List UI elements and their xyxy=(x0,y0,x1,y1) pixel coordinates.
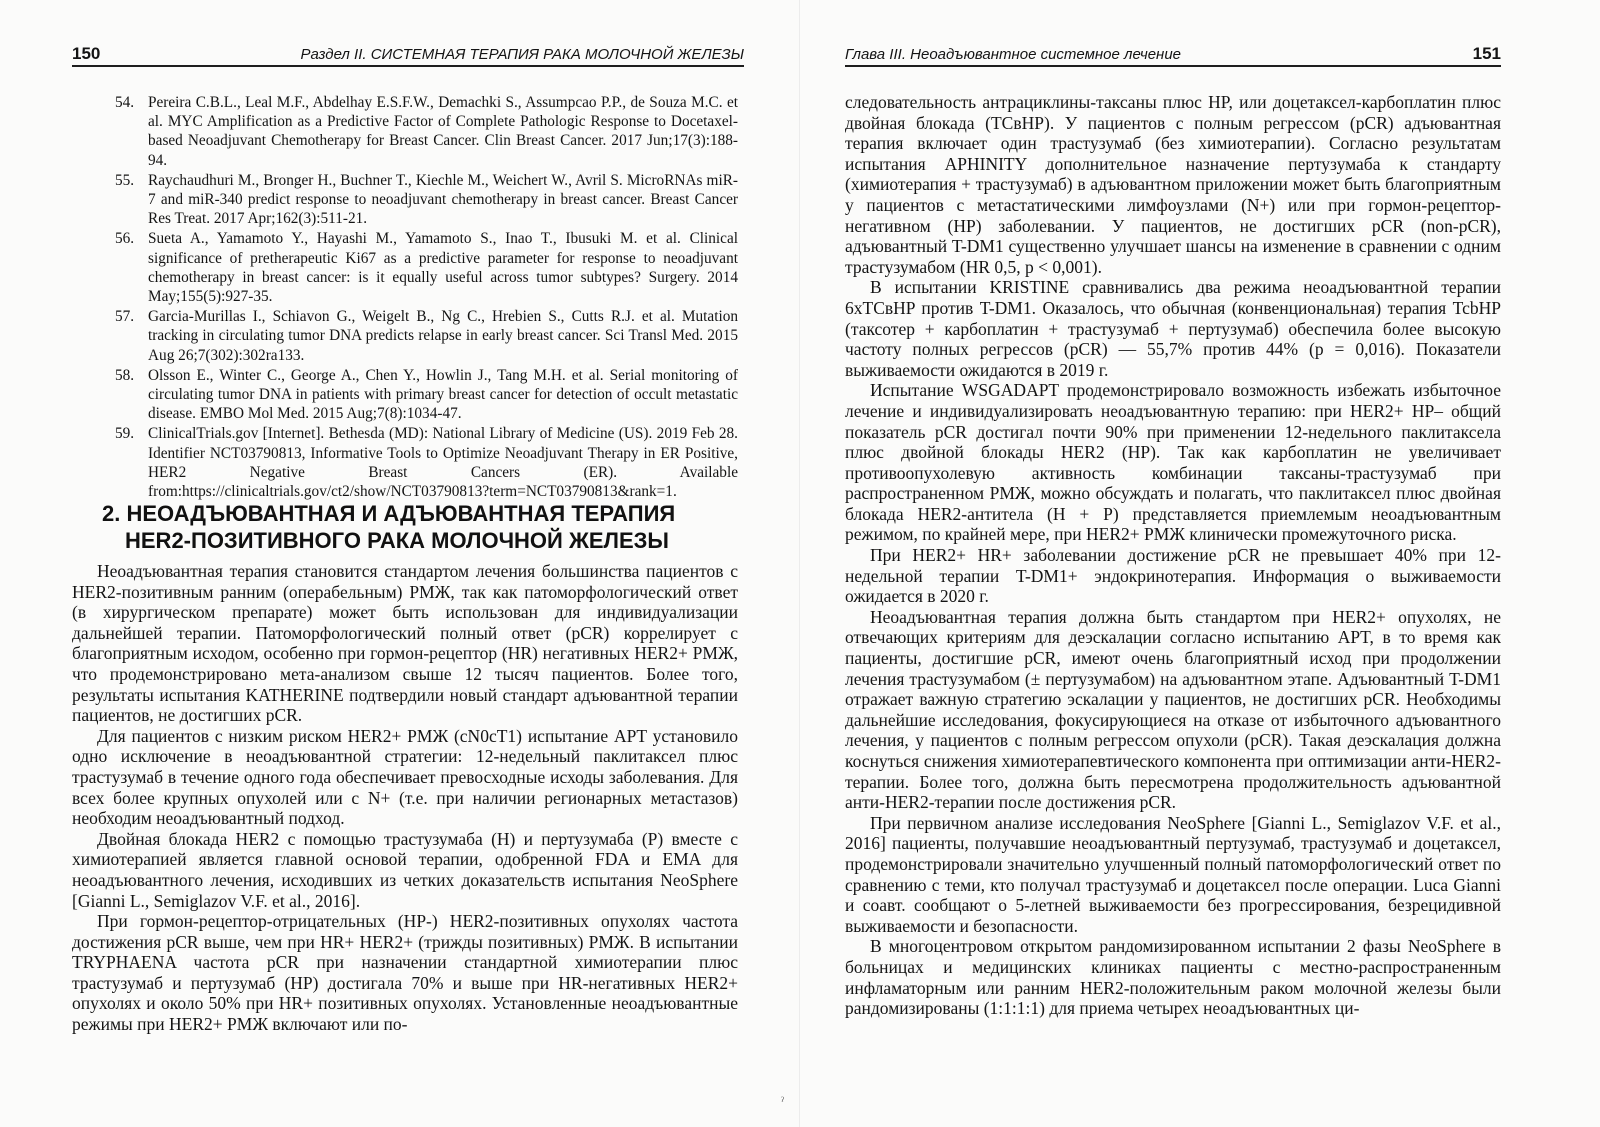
reference-number: 56. xyxy=(115,230,135,248)
page-number: 151 xyxy=(1472,44,1501,63)
reference-item xyxy=(115,424,738,501)
paragraph: Неоадъювантная терапия должна быть стандартом при HER2+ опухолях, не отвечающих критериям для деэскалации согласно испытанию APT, в то время как пациенты, достигшие pCR, имеют очень благоприятный исход при продолжении лечения трастузумабом (± пертузумабом) на адъювантном этапе. Адъювантный T-DM1 отражает важную стратегию эскалации у пациентов, не достигших pCR. Необходимы дальнейшие исследования, фокусирующиеся на отказе от избыточного адъювантного лечения, у пациентов с полным регрессом опухоли (pCR). Такая деэскалация должна коснуться снижения химиотерапевтического компонента при оптимизации анти-HER2-терапии. Более того, должна быть пересмотрена продолжительность адъювантной анти-HER2-терапии после достижения pCR. xyxy=(845,606,1501,813)
reference-number: 54. xyxy=(115,94,135,111)
reference-text: ClinicalTrials.gov [Internet]. Bethesda (MD): National Library of Medicine (US). 2019 Feb 28. Identifier NCT03790813, Informative Tools to Optimize Neoadjuvant Therapy in ER Positive, HER2 Negative Breast Cancers (ER). Available from:https://clinicaltrials.gov/ct2/show/NCT03790813?term=NCT03790813&rank=1. xyxy=(148,425,738,501)
reference-text: Pereira C.B.L., Leal M.F., Abdelhay E.S.F.W., Demachki S., Assumpcao P.P., de Souza M.C. et al. MYC Amplification as a Predictive Factor of Complete Pathologic Response to Docetaxel-based Neoadjuvant Chemotherapy for Breast Cancer. Clin Breast Cancer. 2017 Jun;17(3):188-94. xyxy=(148,94,738,169)
paragraph: следовательность антрациклины-таксаны плюс HP, или доцетаксел-карбоплатин плюс двойная блокада (TCвHP). У пациентов с полным регрессом (pCR) адъювантная терапия включает один трастузумаб (без химиотерапии). Согласно результатам испытания APHINITY дополнительное назначение пертузумаба к стандарту (химиотерапия + трастузумаб) в адъювантном приложении может быть благоприятным у пациентов с метастатическими лимфоузлами (N+) или при гормон-рецептор-негативном (HP) заболевании. У пациентов, не достигших pCR (non-pCR), адъювантный T-DM1 существенно улучшает шансы на изменение в сравнении с одним трастузумабом (HR 0,5, p < 0,001). xyxy=(845,92,1501,277)
paragraph: Двойная блокада HER2 с помощью трастузумаба (H) и пертузумаба (P) вместе с химиотерапией является главной основой терапии, одобренной FDA и EMA для неоадъювантного лечения, исходивших из четких доказательств испытания NeoSphere [Gianni L., Semiglazov V.F. et al., 2016]. xyxy=(72,828,738,911)
reference-item xyxy=(115,366,738,424)
reference-item xyxy=(115,229,738,306)
reference-text: Garcia-Murillas I., Schiavon G., Weigelt B., Ng C., Hrebien S., Cutts R.J. et al. Mutation tracking in circulating tumor DNA predicts relapse in early breast cancer. Sci Transl Med. 2015 Aug 26;7(302):302ra133. xyxy=(148,308,738,364)
reference-text: Sueta A., Yamamoto Y., Hayashi M., Yamamoto S., Inao T., Ibusuki M. et al. Clinical significance of pretherapeutic Ki67 as a predictive parameter for response to neoadjuvant chemotherapy in breast cancer: is it equally useful across tumor subtypes? Surgery. 2014 May;155(5):927-35. xyxy=(148,230,738,306)
paragraph: При HER2+ HR+ заболевании достижение pCR не превышает 40% при 12-недельной терапии T-DM1+ эндокринотерапия. Информация о выживаемости ожидается в 2020 г. xyxy=(845,545,1501,607)
paragraph: Неоадъювантная терапия становится стандартом лечения большинства пациентов с HER2-позитивным ранним (операбельным) РМЖ, так как патоморфологический ответ (в хирургическом препарате) может быть использован для индивидуализации дальнейшей терапии. Патоморфологический полный ответ (pCR) коррелирует с благоприятным исходом, особенно при гормон-рецептор (HR) негативных HER2+ РМЖ, что продемонстрировано мета-анализом свыше 12 тысяч пациентов. Более того, результаты испытания KATHERINE подтвердили новый стандарт адъювантной терапии пациентов, не достигших pCR. xyxy=(72,561,738,726)
running-title: Раздел II. СИСТЕМНАЯ ТЕРАПИЯ РАКА МОЛОЧНОЙ ЖЕЛЕЗЫ xyxy=(300,46,744,63)
reference-item xyxy=(115,307,738,365)
reference-number: 59. xyxy=(115,425,135,443)
paragraph: В испытании KRISTINE сравнивались два режима неоадъювантной терапии 6хTCвHP против T-DM1. Оказалось, что обычная (конвенциональная) терапия TcbHP (таксотер + карбоплатин + трастузумаб + пертузумаб) обеспечила более высокую частоту полных регрессов (pCR) — 55,7% против 44% (p = 0,016). Показатели выживаемости ожидаются в 2019 г. xyxy=(845,277,1501,380)
paragraph: В многоцентровом открытом рандомизированном испытании 2 фазы NeoSphere в больницах и медицинских клиниках пациенты с местно-распространенным инфламаторным или ранним HER2-положительным раком молочной железы были рандомизированы (1:1:1:1) для приема четырех неоадъювантных ци- xyxy=(845,936,1501,1019)
page-number: 150 xyxy=(72,44,101,63)
left-page-header xyxy=(72,44,744,64)
reference-text: Olsson E., Winter C., George A., Chen Y., Howlin J., Tang M.H. et al. Serial monitoring of circulating tumor DNA in patients with primary breast cancer for detection of occult metastatic disease. EMBO Mol Med. 2015 Aug;7(8):1034-47. xyxy=(148,366,738,423)
reference-number: 58. xyxy=(115,366,135,384)
reference-number: 55. xyxy=(115,171,135,189)
reference-item xyxy=(115,93,738,170)
right-body-text xyxy=(845,92,1501,1019)
section-heading-line1: 2. НЕОАДЪЮВАНТНАЯ И АДЪЮВАНТНАЯ ТЕРАПИЯ xyxy=(102,501,676,526)
paragraph: Испытание WSGADAPT продемонстрировало возможность избежать избыточное лечение и индивидуализировать неоадъювантную терапию: при HER2+ HP– общий показатель pCR достигал почти 90% при применении 12-недельного паклитаксела плюс двойной блокады HER2 (HP). Так как карбоплатин не увеличивает противоопухолевую активность комбинации таксаны-трастузумаб при распространенном РМЖ, можно обсуждать и полагать, что паклитаксел плюс двойная блокада HER2-антитела (H + P) представляется приемлемым неоадъювантным режимом, по крайней мере, при HER2+ РМЖ клинически промежуточного риска. xyxy=(845,380,1501,545)
header-rule xyxy=(72,65,744,67)
right-page xyxy=(800,0,1600,1127)
paragraph: Для пациентов с низким риском HER2+ РМЖ (cN0cT1) испытание APT установило одно исключение в неоадъювантной стратегии: 12-недельный паклитаксел плюс трастузумаб в течение одного года обеспечивает превосходные исходы заболевания. Для всех более крупных опухолей или с N+ (т.е. при наличии регионарных метастазов) необходим неоадъювантный подход. xyxy=(72,725,738,829)
section-heading-line2: HER2-ПОЗИТИВНОГО РАКА МОЛОЧНОЙ ЖЕЛЕЗЫ xyxy=(125,528,669,553)
header-rule xyxy=(845,65,1501,67)
paragraph: При гормон-рецептор-отрицательных (HP-) HER2-позитивных опухолях частота достижения pCR выше, чем при HR+ HER2+ (трижды позитивных) РМЖ. В испытании TRYPHAENA частота pCR при назначении стандартной химиотерапии плюс трастузумаб и пертузумаб (HP) достигала 70% и выше при HR-негативных HER2+ опухолях и около 50% при HR+ позитивных опухолях. Установленные неоадъювантные режимы при HER2+ РМЖ включают или по- xyxy=(72,911,738,1035)
running-title: Глава III. Неоадъювантное системное лечение xyxy=(845,46,1181,63)
paragraph: При первичном анализе исследования NeoSphere [Gianni L., Semiglazov V.F. et al., 2016] пациенты, получавшие неоадъювантный пертузумаб, трастузумаб и доцетаксел, продемонстрировали значительно улучшенный полный патоморфологический ответ по сравнению с теми, кто получал трастузумаб и доцетаксел после операции. Luca Gianni и соавт. сообщают о 5-летней выживаемости без прогрессирования, безрецидивной выживаемости и безопасности. xyxy=(845,812,1501,936)
reference-item xyxy=(115,171,738,229)
right-page-header xyxy=(845,44,1501,64)
reference-text: Raychaudhuri M., Bronger H., Buchner T., Kiechle M., Weichert W., Avril S. MicroRNAs miR-7 and miR-340 predict response to neoadjuvant chemotherapy in breast cancer. Breast Cancer Res Treat. 2017 Apr;162(3):511-21. xyxy=(148,171,738,228)
scan-artifact: ˀ xyxy=(781,1094,784,1108)
left-body-text xyxy=(72,561,738,1035)
reference-list xyxy=(115,93,738,502)
reference-number: 57. xyxy=(115,308,135,326)
